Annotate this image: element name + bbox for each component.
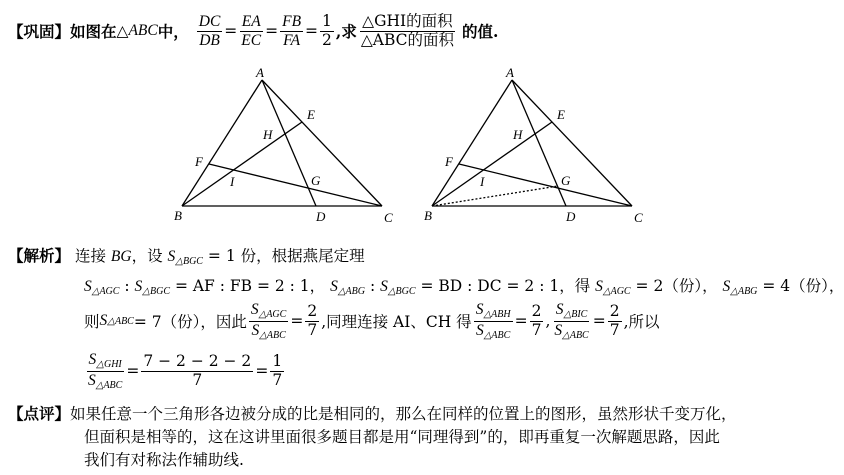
ratio-ea-ec: $\frac{EA}{EC}$ <box>241 12 262 49</box>
side-ab <box>182 80 262 206</box>
side-ab <box>432 80 512 206</box>
fraction-ghi-abc: $\frac{S_{\triangle GHI}}{S_{\triangle ABC}}$ <box>88 351 123 391</box>
comment-line-1: 【点评】如果任意一个三角形各边被分成的比是相同的，那么在同样的位置上的图形，虽然形状千变万化， <box>8 404 737 423</box>
segment-ad <box>512 80 566 206</box>
problem-statement <box>8 6 498 56</box>
comment-tag: 【点评】 <box>8 404 71 423</box>
fraction-two-sevenths: $\frac{2}{7}$ <box>609 301 620 339</box>
solution-tag: 【解析】 <box>8 246 71 265</box>
figure-right <box>420 66 650 228</box>
label-c: C <box>634 210 643 225</box>
label-e: E <box>557 107 565 122</box>
ratio-dc-db: $\frac{DC}{DB}$ <box>198 12 221 49</box>
label-h: H <box>263 127 273 142</box>
comment-line-3: 我们有对称法作辅助线. <box>84 451 244 469</box>
label-f: F <box>195 154 203 169</box>
ratio-fb-fa: $\frac{FB}{FA}$ <box>282 12 302 49</box>
label-i: I <box>230 174 235 189</box>
label-b: B <box>424 208 432 223</box>
solution-line-1: 【解析】 连接 BG，设 $S_{\triangle BGC} = 1$ 份，根据燕尾定理 <box>8 246 365 267</box>
solution-line-4: $\frac{S_{\triangle GHI}}{S_{\triangle ABC}}$ = $\frac{7 - 2 - 2 - 2}{7}$ = $\frac{1}{7}$ <box>88 351 283 391</box>
label-a: A <box>506 65 514 80</box>
fraction-result: $\frac{1}{7}$ <box>272 351 283 389</box>
label-d: D <box>566 209 576 224</box>
problem-tail: 的值. <box>461 22 499 41</box>
side-ac <box>262 80 382 206</box>
triangle-symbol: △ <box>116 22 129 40</box>
segment-ad <box>262 80 316 206</box>
label-f: F <box>445 154 453 169</box>
solution-line-3: 则 S △ABC = 7（份），因此 $\frac{S_{\triangle AGC}}{S_{\triangle ABC}}$ = $\frac{2}{7}$ ,同理连接 AI、CH 得 $\frac{S_{\triangle ABH}}{S_{\triangle ABC}}$ = $\frac{2}{7}$ , $\frac{S_{\triangle BIC}}{S_{\triangle ABC}}$ = $\frac{2}{7}$ ,所以 <box>84 301 660 341</box>
fraction-two-sevenths: $\frac{2}{7}$ <box>307 301 318 339</box>
label-h: H <box>513 127 523 142</box>
label-e: E <box>307 107 315 122</box>
fraction-abh-abc: $\frac{S_{\triangle ABH}}{S_{\triangle ABC}}$ <box>475 301 511 341</box>
segment-bg-dotted <box>432 186 558 206</box>
problem-ask: ,求 <box>335 22 357 41</box>
area-ratio-fraction: $\frac{\text{△GHI的面积}}{\text{△ABC的面积}}$ <box>360 11 454 49</box>
problem-tag: 【巩固】 <box>8 22 71 41</box>
label-g: G <box>311 173 321 188</box>
equals-sign: = <box>224 22 238 40</box>
solution-line-2: $S_{\triangle AGC}$ : $S_{\triangle BGC}$ = AF : FB = 2 : 1， $S_{\triangle ABG}$ : $S_{\triangle BGC}$ = BD : DC = 2 : 1，得 $S_{\triangle AGC} = 2$（份）， $S_{\triangle ABG} = 4$（份）， <box>84 277 844 297</box>
label-a: A <box>256 65 264 80</box>
label-g: G <box>561 173 571 188</box>
ratio-one-half: $\frac{1}{2}$ <box>322 11 332 49</box>
fraction-agc-abc: $\frac{S_{\triangle AGC}}{S_{\triangle ABC}}$ <box>250 301 287 341</box>
fraction-bic-abc: $\frac{S_{\triangle BIC}}{S_{\triangle ABC}}$ <box>554 301 589 341</box>
figure-left <box>170 66 400 228</box>
label-b: B <box>174 208 182 223</box>
segment-cf <box>209 164 382 206</box>
triangle-abc: ABC <box>128 22 158 39</box>
equals-sign: = <box>305 22 319 40</box>
side-ac <box>512 80 632 206</box>
segment-cf <box>459 164 632 206</box>
fraction-two-sevenths: $\frac{2}{7}$ <box>531 301 542 339</box>
comment-line-2: 但面积是相等的，这在这讲里面很多题目都是用“同理得到”的，即再重复一次解题思路，因此 <box>84 428 720 446</box>
label-d: D <box>316 209 326 224</box>
problem-mid: 中， <box>157 22 189 41</box>
label-c: C <box>384 210 393 225</box>
problem-lead: 如图在 <box>70 22 117 41</box>
fraction-calculation: $\frac{7 - 2 - 2 - 2}{7}$ <box>143 351 252 389</box>
label-i: I <box>480 174 485 189</box>
equals-sign: = <box>265 22 279 40</box>
